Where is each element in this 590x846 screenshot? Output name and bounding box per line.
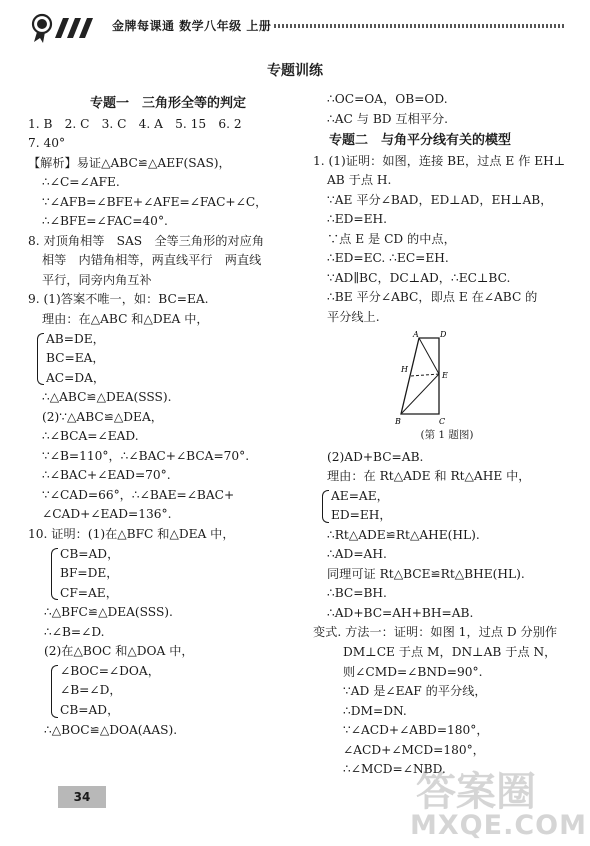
answer-line: ∵∠CAD=66°，∴∠BAE=∠BAC+ [42,487,235,502]
answer-line: 相等 内错角相等，两直线平行 两直线 [42,253,262,268]
answer-line: AB 于点 H. [327,173,392,188]
answer-line: ∴AD=AH. [327,547,387,562]
answer-line: ∵∠AFB=∠BFE+∠AFE=∠FAC+∠C， [42,194,268,209]
topic-two-heading: 专题二 与角平分线有关的模型 [329,133,512,149]
answer-line: ∴△ABC≌△DEA(SSS). [42,390,172,405]
book-title: 金牌每课通 数学八年级 上册 [112,19,272,33]
answer-line: ∴ED=EH. [327,212,388,227]
figure-caption: (第 1 题图) [420,428,474,441]
point-label-e: E [442,370,448,380]
equation-line: BF=DE， [60,566,119,581]
answer-line: ∴△BFC≌△DEA(SSS). [44,605,173,620]
watermark-text-top: 答案圈 [416,769,536,815]
answer-line: 8. 对顶角相等 SAS 全等三角形的对应角 [28,233,265,248]
answer-line: 同理可证 Rt△BCE≌Rt△BHE(HL). [327,566,525,581]
answer-line: 则∠CMD=∠BND=90°. [343,664,483,679]
equation-line: CB=AD， [60,546,120,561]
answer-line: ∴OC=OA，OB=OD. [327,92,448,106]
answer-line: ∵AD 是∠EAF 的平分线， [343,684,487,699]
answer-line: ∴Rt△ADE≌Rt△AHE(HL). [327,527,480,542]
answer-line: ∴△BOC≌△DOA(AAS). [44,722,178,737]
answer-line: ∴∠C=∠AFE. [42,175,120,190]
answer-line: 7. 40° [28,136,66,151]
equation-line: CF=AE， [60,585,118,600]
answer-line: (2)AD+BC=AB. [327,449,424,464]
equation-line: AC=DA， [46,370,106,385]
equation-line: BC=EA， [46,351,105,366]
answer-line: 10. 证明：(1)在△BFC 和△DEA 中， [28,527,235,542]
page-number: 34 [58,786,106,808]
vertex-label-c: C [439,416,446,426]
answer-line: 平分线上. [327,310,380,325]
answer-line: ∵∠ACD+∠ABD=180°， [343,723,489,738]
equation-system [28,545,308,604]
equation-line: ∠B=∠D， [60,683,122,698]
vertex-label-b: B [395,416,401,426]
vertex-label-d: D [440,329,447,339]
answer-line: 【解析】易证△ABC≌△AEF(SAS)， [28,155,231,170]
equation-system [313,487,581,526]
answer-line: 1. B 2. C 3. C 4. A 5. 15 6. 2 [28,116,242,131]
equation-line: ∠BOC=∠DOA， [60,663,160,678]
section-title: 专题训练 [267,63,323,79]
header-dotted-rule [274,24,566,28]
equation-line: AE=AE， [331,488,389,503]
equation-system [28,662,308,721]
medal-logo-icon [30,10,98,44]
answer-line: ∵∠B=110°，∴∠BAC+∠BCA=70°. [42,448,250,463]
watermark-text-bottom: MXQE.COM [410,810,587,841]
point-label-h: H [401,364,408,374]
equation-line: CB=AD， [60,702,120,717]
equation-line: AB=DE， [46,331,105,346]
vertex-label-a: A [413,329,419,339]
answer-line: 变式. 方法一：证明：如图 1，过点 D 分别作 [313,625,558,640]
answer-line: ∵AD∥BC，DC⊥AD，∴EC⊥BC. [327,270,511,285]
answer-line: ∴∠B=∠D. [44,624,105,639]
topic-one-heading: 专题一 三角形全等的判定 [89,96,246,111]
page-header [26,8,566,48]
answer-line: ∠CAD+∠EAD=136°. [42,507,172,522]
geometry-figure [313,328,581,448]
answer-line: ∴∠MCD=∠NBD. [343,762,446,777]
answer-line: (2)在△BOC 和△DOA 中， [44,644,194,659]
answer-line: ∴AD+BC=AH+BH=AB. [327,605,474,620]
answer-line: ∠ACD+∠MCD=180°， [343,742,485,757]
answer-line: ∴∠BFE=∠FAC=40°. [42,214,168,229]
answer-line: ∴DM=DN. [343,703,407,718]
answer-line: 1. (1)证明：如图，连接 BE，过点 E 作 EH⊥ [313,153,566,168]
left-column [28,92,308,740]
answer-line: 9. (1)答案不唯一，如：BC=EA. [28,292,209,307]
answer-line: ∴BE 平分∠ABC，即点 E 在∠ABC 的 [327,290,538,305]
answer-line: ∴∠BAC+∠EAD=70°. [42,468,171,483]
answer-line: 理由：在 Rt△ADE 和 Rt△AHE 中， [327,469,531,484]
equation-line: ED=EH， [331,508,392,523]
answer-line: ∴∠BCA=∠EAD. [42,429,139,444]
answer-line: ∵点 E 是 CD 的中点， [327,231,456,246]
answer-line: DM⊥CE 于点 M，DN⊥AB 于点 N， [343,645,557,660]
equation-system [28,330,308,389]
answer-line: 理由：在△ABC 和△DEA 中， [42,312,209,327]
answer-line: (2)∵△ABC≌△DEA， [42,409,163,424]
answer-line: ∴AC 与 BD 互相平分. [327,111,449,126]
answer-line: 平行，同旁内角互补 [42,272,152,287]
right-column [313,90,581,780]
answer-line: ∴ED=EC. ∴EC=EH. [327,251,449,266]
answer-line: ∵AE 平分∠BAD，ED⊥AD，EH⊥AB， [327,192,553,207]
answer-line: ∴BC=BH. [327,586,387,601]
trapezoid-diagram [395,330,475,430]
